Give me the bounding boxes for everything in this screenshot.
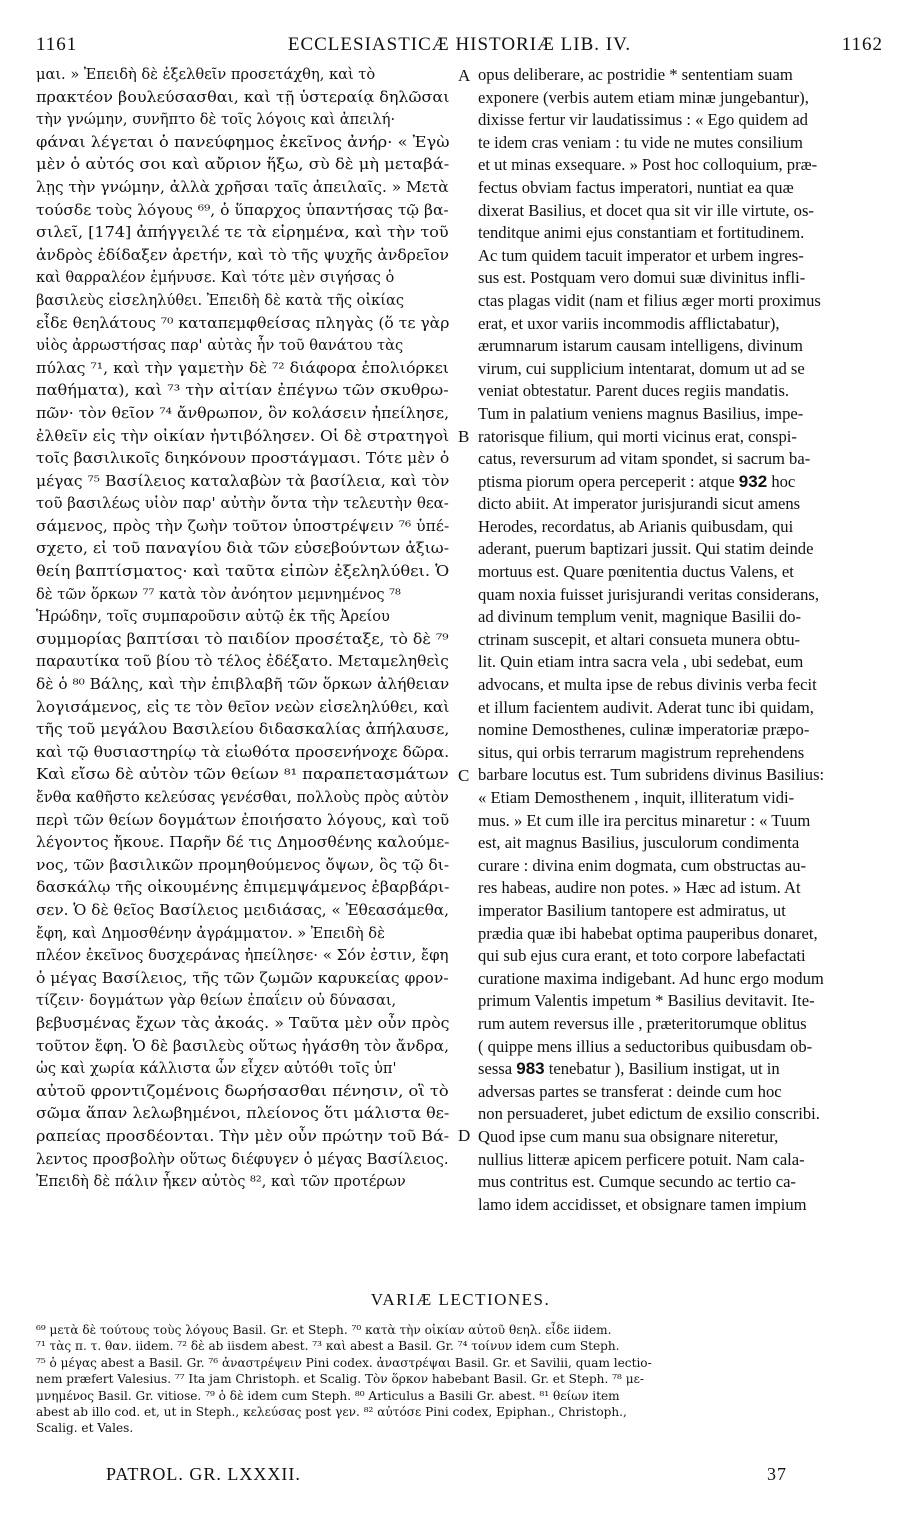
latin-text-line: te idem cras veniam : tu vide ne mutes consilium: [478, 132, 803, 152]
greek-text-line: ἐλθεῖν εἰς τὴν οἰκίαν ἠντιβόλησεν. Οἱ δὲ στρατηγοὶ: [36, 427, 450, 445]
section-mark-b: B: [458, 427, 470, 446]
page-number-right: 1162: [841, 34, 883, 55]
greek-text-line: δὲ τῶν ὅρκων ⁷⁷ κατὰ τὸν ἀνόητον μεμνημένος ⁷⁸: [36, 585, 401, 603]
greek-text-line: Ἐπειδὴ δὲ πάλιν ἧκεν αὐτὸς ⁸², καὶ τῶν προτέρων: [36, 1173, 406, 1191]
latin-text-line: ctas plagas vidit (nam et filius æger morti proximus: [478, 290, 821, 310]
variant-note-line: abest ab illo cod. et, ut in Steph., κελεύσας post γεν. ⁸² αὐτόσε Pini codex, Epiphan., Christoph.,: [36, 1404, 627, 1419]
latin-text-line: mus. » Et cum ille ira percitus minaretur : « Tuum: [478, 810, 811, 830]
greek-text-line: νος, τῶν βασιλικῶν προμηθούμενος ὄψων, ὃς τῷ δι-: [36, 856, 450, 874]
column-number: 932: [738, 471, 768, 491]
latin-text-line: dixerat Basilius, et docet qua sit vir ille virtute, os-: [478, 200, 814, 220]
latin-text-line: res habeas, audire non potes. » Hæc ad istum. At: [478, 878, 801, 898]
latin-text-line: dicto abiit. At imperator jurisjurandi sicut amens: [478, 494, 801, 514]
greek-text-line: πῶν· τὸν θεῖον ⁷⁴ ἄνθρωπον, ὃν κολάσειν ἠπείλησε,: [36, 404, 450, 422]
latin-text-line: veniat obtestatur. Parent duces regiis mandatis.: [478, 381, 790, 401]
greek-text-line: Καὶ εἴσω δὲ αὐτὸν τῶν θείων ⁸¹ παραπετασμάτων: [36, 766, 449, 784]
latin-text-line: ad divinum templum venit, magnique Basilii do-: [478, 607, 802, 627]
variant-note-line: ⁶⁹ μετὰ δὲ τούτους τοὺς λόγους Basil. Gr. et Steph. ⁷⁰ κατὰ τὴν οἰκίαν αὐτοῦ θεηλ. εἶδε iidem.: [36, 1323, 612, 1337]
latin-text-line: lamo idem accidisset, et obsignare tamen impium: [478, 1194, 807, 1214]
running-title: ECCLESIASTICÆ HISTORIÆ LIB. IV.: [287, 34, 632, 55]
greek-text-line: τὴν γνώμην, συνῆπτο δὲ τοῖς λόγοις καὶ ἀπειλή·: [36, 111, 396, 129]
latin-text-line: aderant, puerum baptizari jussit. Qui statim deinde: [478, 539, 814, 559]
greek-text-line: βεβυσμένας ἔχων τὰς ἀκοάς. » Ταῦτα μὲν οὖν πρὸς: [36, 1014, 450, 1032]
greek-text-line: λεντος προσβολὴν οὕτως διέφυγεν ὁ μέγας Βασίλειος.: [36, 1150, 449, 1168]
variant-note-line: μνημένος Basil. Gr. vitiose. ⁷⁹ ὁ δὲ idem cum Steph. ⁸⁰ Articulus a Basili Gr. abest. ⁸¹ θείων item: [36, 1388, 620, 1403]
latin-text-line: mortuus est. Quare pœnitentia ductus Valens, et: [478, 562, 794, 582]
greek-text-line: πρακτέον βουλεύσασθαι, καὶ τῇ ὑστεραίᾳ δηλῶσαι: [36, 88, 450, 106]
greek-text-line: μέγας ⁷⁵ Βασίλειος καταλαβὼν τὰ βασίλεια, καὶ τὸν: [36, 472, 450, 490]
greek-text-line: ὁ μέγας Βασίλειος, τῆς τῶν ζωμῶν καρυκείας φρον-: [36, 969, 449, 987]
footer-signature: 37: [767, 1464, 787, 1484]
greek-text-line: αὐτοῦ φροντιζομένοις δωρήσασθαι πένησιν, οἳ τὸ: [36, 1082, 449, 1100]
greek-text-line: τῆς τοῦ μεγάλου Βασιλείου διδασκαλίας ἀπήλαυσε,: [36, 721, 450, 739]
greek-text-line: ραπείας προσδέονται. Τὴν μὲν οὖν πρώτην τοῦ Βά-: [36, 1127, 450, 1145]
latin-text-line: situs, qui orbis terrarum magistrum reprehendens: [478, 742, 805, 762]
latin-text-line: imperator Basilium tantopere est admiratus, ut: [478, 900, 786, 920]
latin-text-line: barbare locutus est. Tum subridens divinus Basilius:: [478, 765, 825, 785]
greek-text-line: ἀνδρὸς ἐδίδαξεν ἀρετήν, καὶ τὸ τῆς ψυχῆς ἀνδρεῖον: [36, 246, 449, 264]
greek-text-line: περὶ τῶν θείων δογμάτων ἐποιήσατο λόγους, καὶ τοῦ: [36, 811, 450, 829]
greek-text-column: [36, 64, 451, 1286]
greek-text-line: σιλεῖ, [174] ἀπήγγειλέ τε τὰ εἰρημένα, καὶ τὴν τοῦ: [36, 224, 449, 242]
latin-text-line: Quod ipse cum manu sua obsignare niteretur,: [478, 1126, 779, 1146]
latin-text-line: prædia quæ ibi habebat optima pauperibus donaret,: [478, 923, 818, 943]
greek-text-line: δασκάλῳ τῆς οἰκουμένης ἐπιμεμψάμενος ἐβαρβάρι-: [36, 879, 450, 897]
greek-text-line: λέγοντος ἤκουε. Παρῆν δέ τις Δημοσθένης καλούμε-: [36, 834, 450, 852]
latin-text-line: dixisse fertur vir laudatissimus : « Ego quidem ad: [478, 110, 808, 130]
greek-text-line: λογισάμενος, εἰς τε τὸν θεῖον νεὼν εἰσεληλύθει, καὶ: [36, 698, 450, 716]
greek-text-line: πλέον ἐκεῖνος δυσχεράνας ἠπείλησε· « Σόν ἐστιν, ἔφη: [36, 947, 449, 965]
greek-text-line: καὶ τῷ θυσιαστηρίῳ τὰ εἰωθότα προσενήνοχε δῶρα.: [36, 743, 450, 761]
variant-note-line: ⁷⁵ ὁ μέγας abest a Basil. Gr. ⁷⁶ ἀναστρέψειν Pini codex. ἀναστρέψαι Basil. Gr. et Savilii, quam lectio-: [36, 1355, 652, 1370]
greek-text-line: παραυτίκα τοῦ βίου τὸ τέλος ἐδέξατο. Μεταμεληθεὶς: [36, 653, 449, 671]
latin-text-line: nomine Demosthenes, culinæ imperatoriæ præpo-: [478, 720, 810, 740]
latin-text-line: Tum in palatium veniens magnus Basilius, impe-: [478, 403, 804, 423]
greek-text-line: τούσδε τοὺς λόγους ⁶⁹, ὁ ὕπαρχος ὑπαντήσας τῷ βα-: [36, 201, 449, 219]
latin-text-line: curatione maxima indigebant. Ad hunc ergo modum: [478, 968, 824, 988]
latin-text-line: Herodes, recordatus, ab Arianis quibusdam, qui: [478, 516, 794, 536]
latin-text-line: sessa 983 tenebatur ), Basilium instigat, ut in: [478, 1059, 780, 1079]
latin-text-line: primum Valentis impetum * Basilius devitavit. Ite-: [478, 991, 815, 1011]
greek-text-line: ὡς καὶ χωρία κάλλιστα ὧν εἶχεν αὐτόθι τοῖς ὑπ': [36, 1060, 397, 1078]
greek-text-line: μαι. » Ἐπειδὴ δὲ ἐξελθεῖν προσετάχθη, καὶ τὸ: [36, 66, 376, 83]
greek-text-line: ἔφη, καὶ Δημοσθένην ἀγράμματον. » Ἐπειδὴ δὲ: [36, 924, 385, 942]
greek-text-line: φάναι λέγεται ὁ πανεύφημος ἐκεῖνος ἀνήρ· « Ἐγὼ: [36, 133, 450, 151]
latin-text-line: catus, reversurum ad vitam spondet, si sacrum ba-: [478, 449, 811, 469]
greek-text-line: λῃς τὴν γνώμην, ἀλλὰ χρῆσαι ταῖς ἀπειλαῖς. » Μετὰ: [36, 178, 449, 196]
greek-text-line: πύλας ⁷¹, καὶ τὴν γαμετὴν δὲ ⁷² διάφορα ἐπολιόρκει: [36, 359, 449, 377]
latin-text-line: rum autem reversus ille , præteritorumque oblitus: [478, 1013, 807, 1033]
latin-text-line: mus contritus est. Cumque secundo ac tertio ca-: [478, 1172, 796, 1192]
greek-text-line: καὶ θαρραλέον ἐμήνυσε. Καὶ τότε μὲν σιγήσας ὁ: [36, 269, 395, 287]
latin-text-line: exponere (verbis autem etiam minæ jungebantur),: [478, 87, 809, 107]
greek-text-line: παθήματα), καὶ ⁷³ τὴν αἰτίαν ἐπέγνω τῶν σκυθρω-: [36, 382, 449, 400]
latin-text-line: ærumnarum istarum causam intelligens, divinum: [478, 336, 803, 356]
greek-text-line: βασιλεὺς εἰσεληλύθει. Ἐπειδὴ δὲ κατὰ τῆς οἰκίας: [36, 291, 405, 309]
latin-text-line: lit. Quin etiam intra sacra vela , ubi sedebat, eum: [478, 652, 804, 672]
latin-text-line: tenditque animi ejus constantiam et fortitudinem.: [478, 223, 805, 243]
greek-text-line: τοῖς βασιλικοῖς διηκόνουν προστάγμασι. Τότε μὲν ὁ: [36, 450, 450, 468]
greek-text-line: σῶμα ἅπαν λελωβημένοι, πλείονος ὅτι μάλιστα θε-: [36, 1105, 450, 1123]
section-mark-d: D: [458, 1126, 471, 1145]
section-mark-c: C: [458, 766, 470, 785]
latin-text-line: adversas partes se transferat : deinde cum hoc: [478, 1081, 782, 1101]
latin-text-line: virum, cui supplicium intentarat, domum ut ad se: [478, 358, 805, 378]
running-header: [36, 34, 883, 58]
footer-volume: PATROL. GR. LXXXII.: [106, 1464, 301, 1484]
greek-text-line: σάμενος, πρὸς τὴν ζωὴν τοῦτον ὑποστρέψειν ⁷⁶ ὑπέ-: [36, 517, 450, 535]
latin-text-line: advocans, et multa ipse de rebus divinis verba fecit: [478, 675, 817, 695]
latin-text-line: Ac tum quidem tacuit imperator et urbem ingres-: [478, 245, 804, 265]
latin-text-line: curare : divina enim dogmata, cum obstructas au-: [478, 855, 807, 875]
latin-text-line: « Etiam Demosthenem , inquit, illiteratum vidi-: [478, 788, 795, 807]
latin-text-line: ( quippe mens illius a seductoribus quibusdam ob-: [478, 1036, 813, 1056]
latin-text-line: et ut minas exsequare. » Post hoc colloquium, præ-: [478, 155, 818, 175]
greek-text-line: εἶδε θεηλάτους ⁷⁰ καταπεμφθείσας πληγὰς (ὅ τε γὰρ: [36, 314, 450, 332]
greek-text-line: θείη βαπτίσματος· καὶ ταῦτα εἰπὼν ἐξεληλύθει. Ὁ: [36, 563, 450, 581]
greek-text-line: υἱὸς ἀρρωστήσας παρ' αὐτὰς ἦν τοῦ θανάτου τὰς: [36, 337, 404, 355]
latin-text-line: sus est. Postquam vero domui suæ divinitus infli-: [478, 268, 806, 288]
latin-text-line: erat, et uxor variis incommodis afflictabatur),: [478, 313, 780, 333]
variae-lectiones-title: VARIÆ LECTIONES.: [370, 1290, 551, 1309]
variae-lectiones-notes: [36, 1322, 886, 1437]
greek-text-line: μὲν ὁ αὐτός σοι καὶ αὔριον ἥξω, σὺ δὲ μὴ μεταβά-: [36, 156, 450, 174]
variant-note-line: nem præfert Valesius. ⁷⁷ Ita jam Christoph. et Scalig. Τὸν ὅρκον habebant Basil. Gr. et Steph. ⁷⁸ με-: [36, 1372, 644, 1387]
latin-text-line: qui sub ejus cura erant, et toto corpore labefactati: [478, 946, 806, 966]
greek-text-line: τοῦ βασιλέως υἱὸν παρ' αὐτὴν ὄντα τὴν τελευτὴν θεα-: [36, 495, 449, 513]
page-footer: [106, 1464, 787, 1490]
latin-text-line: quam noxia fuisset jurisjurandi veritas considerans,: [478, 584, 820, 604]
greek-text-line: ἔνθα καθῆστο κελεύσας γενέσθαι, πολλοὺς πρὸς αὐτὸν: [36, 789, 449, 806]
variant-note-line: Scalig. et Vales.: [36, 1421, 134, 1436]
greek-text-line: σχετο, εἰ τοῦ παναγίου διὰ τῶν εὐσεβούντων ἀξιω-: [36, 540, 450, 558]
latin-text-line: nullius litteræ apicem perficere potuit. Nam cala-: [478, 1149, 805, 1169]
latin-text-line: ptisma piorum opera perceperit : atque 932 hoc: [478, 471, 796, 491]
greek-text-line: συμμορίας βαπτίσαι τὸ παιδίον προσέταξε, τὸ δὲ ⁷⁹: [36, 630, 449, 648]
column-number: 983: [516, 1059, 545, 1079]
latin-text-line: est, ait magnus Basilius, jusculorum condimenta: [478, 833, 800, 853]
latin-text-line: non persuaderet, jubet edictum de exsilio conscribi.: [478, 1104, 820, 1124]
greek-text-line: δὲ ὁ ⁸⁰ Βάλης, καὶ τὴν ἐπιβλαβῆ τῶν ὅρκων ἀλήθειαν: [36, 676, 450, 694]
greek-text-line: Ἡρώδην, τοῖς συμπαροῦσιν αὐτῷ ἐκ τῆς Ἀρείου: [36, 608, 390, 626]
section-mark-a: A: [458, 66, 471, 85]
greek-text-line: σεν. Ὁ δὲ θεῖος Βασίλειος μειδιάσας, « Ἐθεασάμεθα,: [36, 901, 449, 919]
latin-text-column: [478, 64, 886, 1286]
latin-text-line: et illum facientem audivit. Aderat tunc ibi quidam,: [478, 697, 814, 717]
greek-text-line: τίζειν· δογμάτων γὰρ θείων ἐπαΐειν οὐ δύνασαι,: [36, 992, 397, 1010]
greek-text-line: τοῦτον ἔφη. Ὁ δὲ βασιλεὺς οὕτως ἠγάσθη τὸν ἄνδρα,: [36, 1037, 449, 1055]
latin-text-line: ctrinam suscepit, et altari consueta munera obtu-: [478, 629, 801, 649]
latin-text-line: ratorisque filium, qui morti vicinus erat, conspi-: [478, 426, 797, 446]
latin-text-line: opus deliberare, ac postridie * sententiam suam: [478, 65, 793, 84]
variant-note-line: ⁷¹ τὰς π. τ. θαν. iidem. ⁷² δὲ ab iisdem abest. ⁷³ καὶ abest a Basil. Gr. ⁷⁴ τοίνυν idem cum Steph.: [36, 1339, 620, 1354]
page-number-left: 1161: [36, 34, 78, 55]
latin-text-line: fectus obviam factus imperatori, nuntiat ea quæ: [478, 177, 794, 197]
